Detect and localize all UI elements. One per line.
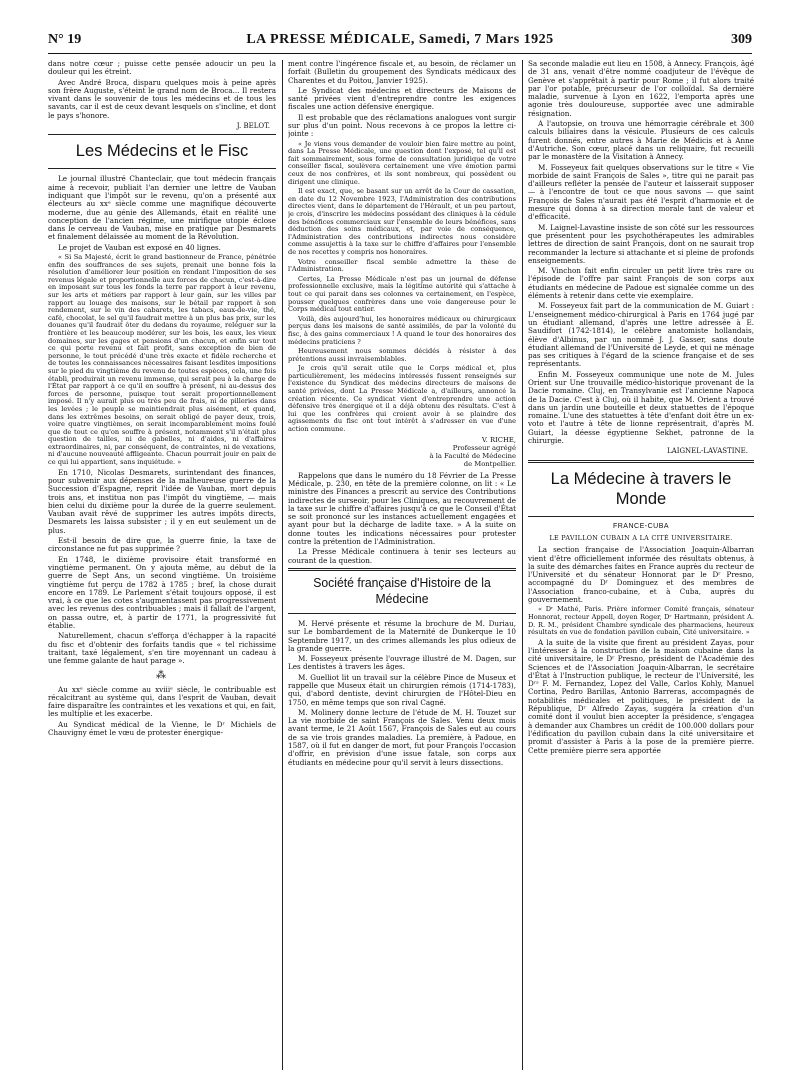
section-subheading: LE PAVILLON CUBAIN A LA CITÉ UNIVERSITAIRE. bbox=[549, 533, 733, 542]
section-ornament: ⁂ bbox=[156, 669, 168, 681]
quotation: Heureusement nous sommes décidés à résister à des prétentions aussi invraisemblables. bbox=[288, 347, 516, 363]
quotation: « Si Sa Majesté, écrit le grand bastionneur de France, pénétrée enfin des souffrances de ses sujets, prenait une bonne fois la résolution d'améliorer leur position en rendant l'imposition de ses revenus légale et proportionnelle aux forces de chacun, c'est-à-dire en imposant sur tous les fonds la terre par rapport à leur revenu, sur les arts et métiers par rapport à leur gain, sur les villes par rapport au louage des maisons, sur le bétail par rapport à son rendement, sur le vin des cabarets, les tabacs, eaux-de-vie, thé, café, chocolat, le sel qu'il faudrait mettre à un plus bas prix, sur les douanes qu'il faudrait ôter du dedans du royaume, reléguer sur la frontière et les beaucoup modérer, sur les bois, les eaux, les vieux domaines, sur les gages et pensions d'un chacun, et enfin sur tout ce qui porte revenu et fait profit, sans exception de bien de personne, le tout précédé d'une très exacte et fidèle recherche et de toutes les connaissances nécessaires faisant lesdites impositions sur le pied du vingtième du revenu de toutes espèces, cela, une fois établi, produirait un revenu immense, qui serait peu à la charge de l'État par rapport à ce qu'il en souffre à présent, ni au-dessus des forces de personne, puisque tout serait proportionnellement imposé. Il n'y aurait plus ou très peu de frais, ni de pilleries dans les levées ; le peuple se maintiendrait plus aisément, et quand, dans les extrêmes besoins, on serait obligé de payer deux, trois, voire quatre vingtièmes, on serait incomparablement moins foulé que de tout ce qu'on souffre à présent, notamment s'il n'était plus question de tailles, ni de gabelles, ni d'aides, ni d'affaires extraordinaires, ni, par conséquent, de contraintes, ni de vexations, ni d'aucune nouveauté affligeante. Chacun pourrait jouir en paix de ce qui lui appartient, sans inquiétude. » bbox=[48, 253, 276, 467]
section-rule bbox=[288, 613, 516, 614]
paragraph: Naturellement, chacun s'efforça d'échapper à la rapacité du fisc et d'obtenir des forfaits tandis que « tel richissime traitant, taxé légalement, s'en tire moyennant un cadeau à une femme galante de haut parage ». bbox=[48, 631, 276, 666]
signature: V. RICHE, bbox=[481, 435, 516, 444]
paragraph: Avec André Broca, disparu quelques mois à peine après son frère Auguste, s'éteint le grand nom de Broca... Il restera vivant dans le souvenir de tous les médecins et de tous les savants, car il est de ceux devant lesquels on s'incline, et dont le pays s'honore. bbox=[48, 77, 276, 120]
signature-title: à la Faculté de Médecine bbox=[429, 451, 516, 460]
quotation: Votre conseiller fiscal semble admettre la thèse de l'Administration. bbox=[288, 257, 516, 274]
quotation: Je crois qu'il serait utile que le Corps médical et, plus particulièrement, les médecins intéressés fussent renseignés sur l'existence du Syndicat des médecins directeurs de maisons de santé privées, dont La Presse Médicale a, d'ailleurs, annoncé la création récente. Ce syndicat vient d'entreprendre une action défensive très énergique et il a déjà obtenu des résultats. C'est à lui que les confrères qui croient avoir à se plaindre des agissements du fisc ont tout intérêt à s'adresser en vue d'une action commune. bbox=[288, 364, 516, 434]
paragraph: Le projet de Vauban est exposé en 40 lignes. bbox=[58, 242, 221, 252]
page-number: 309 bbox=[731, 32, 752, 47]
section-rule bbox=[528, 516, 754, 517]
paragraph: En 1748, le dixième provisoire était transformé en vingtième permanent. On y ajouta même, au début de la guerre de Sept Ans, un second vingtième. Un troisième vingtième fut perçu de 1782 à 1785 ; bref, la chose durait encore en 1789. Le Parlement s'était toujours opposé, il est vrai, à ce que les cotes s'augmentassent pas progressivement avec les revenus des contribuables ; mais il fallait de l'argent, on passa outre, et, à partir de 1771, la progressivité fut établie. bbox=[48, 554, 276, 631]
quotation: « Je viens vous demander de vouloir bien faire mettre au point, dans La Presse Médicale, une question dont l'exposé, tel qu'il est fait sommairement, sous forme de consultation juridique de votre conseiller fiscal, soulèvera certainement une vive émotion parmi ceux de nos confrères, et ils sont nombreux, qui possèdent ou dirigent une clinique. bbox=[288, 139, 516, 186]
paragraph: M. Fosseyeux présente l'ouvrage illustré de M. Dagen, sur Les dentistes à travers les âges. bbox=[288, 654, 516, 672]
column-3 bbox=[528, 60, 754, 1070]
column-rule bbox=[522, 60, 523, 1070]
paragraph: M. Vinchon fait enfin circuler un petit livre très rare ou l'épisode de l'offre par saint François de son corps aux étudiants en médecine de Padoue est signalée comme un des éléments à retenir dans cette vie exemplaire. bbox=[528, 266, 754, 301]
paragraph: A l'autopsie, on trouva une hémorragie cérébrale et 300 calculs biliaires dans la vésicule. Plusieurs de ces calculs furent donnés, entre autres à Marie de Médicis et à Anne d'Autriche. Son cœur, placé dans un reliquaire, fut recueilli par le monastère de la Visitation à Annecy. bbox=[528, 119, 754, 162]
column-2 bbox=[288, 60, 516, 1070]
paragraph: Au xxᵉ siècle comme au xviiiᵉ siècle, le contribuable est récalcitrant au système qui, dans l'esprit de Vauban, devait faire disparaître les contraintes et les vexations et qui, en fait, les multiplie et les exacerbe. bbox=[48, 684, 276, 719]
paragraph: M. Molinery donne lecture de l'étude de M. H. Touzet sur La vie morbide de saint François de Sales. Venu deux mois avant terme, le 21 Août 1567, François de Sales eut au cours de sa vie trois grandes maladies. La première, à Padoue, en 1587, où il fut en danger de mort, fut pour François l'occasion d'offrir, en prévision d'une issue fatale, son corps aux étudiants en médecine pour qu'il servit à leurs dissections. bbox=[288, 707, 516, 767]
issue-number: N° 19 bbox=[48, 32, 82, 47]
quotation: Il est exact, que, se basant sur un arrêt de la Cour de cassation, en date du 12 Novembre 1923, l'Administration des contributions directes vient, dans le département de l'Hérault, et un peu partout, je crois, d'inscrire les médecins possédant des cliniques à la cédule des bénéfices commerciaux sur l'ensemble de leurs bénéfices, sans déduction des soins médicaux, et, par voie de conséquence, l'Administration des contributions indirectes nous considère comme assujettis à la taxe sur le chiffre d'affaires pour l'ensemble de nos recettes y compris nos honoraires. bbox=[288, 187, 516, 256]
column-1 bbox=[48, 60, 276, 1070]
column-rule bbox=[282, 60, 283, 1070]
paragraph: Est-il besoin de dire que, la guerre finie, la taxe de circonstance ne fut pas supprimée ? bbox=[48, 536, 276, 554]
signature-title: Professeur agrégé bbox=[452, 443, 516, 452]
paragraph: La section française de l'Association Joaquin-Albarran vient d'être officiellement informée des résultats obtenus, à la suite des démarches faites en France auprès du recteur de l'Université et du sénateur Honnorat par le Dʳ Presno, accompagné du Dʳ Dominguez et des membres de l'Association franco-cubaine, et à Cuba, auprès du gouvernement. bbox=[528, 545, 754, 605]
paragraph: Enfin M. Fosseyeux communique une note de M. Jules Orient sur Une trouvaille médico-historique provenant de la Dacie romaine. Cluj, en Transylvanie est l'ancienne Napoca de la Dacie. C'est à Cluj, où il habite, que M. Orient a trouvé dans un jardin une bouteille et deux statuettes de l'époque romaine. L'une des statuettes à tête d'enfant doit être un ex-voto et l'autre à tête de lionne représentrait, d'après M. Guiart, la déesse égyptienne Sekhet, patronne de la chirurgie. bbox=[528, 369, 754, 446]
paragraph: En 1710, Nicolas Desmarets, surintendant des finances, pour subvenir aux dépenses de la malheureuse guerre de la Succession d'Espagne, reprit l'idée de Vauban, mort depuis trois ans, et institua non pas l'impôt du vingtième, — mais bien celui du dixième pour la durée de la guerre seulement. Vauban avait rêvé de supprimer les autres impôts directs, Desmarets les laissa subsister ; il y en eut seulement un de plus. bbox=[48, 467, 276, 535]
quotation: Voilà, dès aujourd'hui, les honoraires médicaux ou chirurgicaux perçus dans les maisons de santé assimilés, de par la volonté du fisc, à des gains commerciaux ! A quand le tour des honoraires des médecins praticiens ? bbox=[288, 314, 516, 346]
paragraph: A la suite de la visite que firent au président Zayas, pour l'intéresser à la construction de la maison cubaine dans la cité universitaire, le Dʳ Presno, président de l'Académie des Sciences et de l'Association Joaquin-Albarran, le secrétaire d'État à l'Instruction publique, le recteur de l'Université, les Dʳˢ F. M. Fernandez, Lopez del Valle, Carlos Kohly, Manuel Cortina, Pedro Barillas, Antonio Barreras, accompagnés de notabilités médicales et politiques, le président de la République, Dʳ Alfredo Zayas, suggéra la création d'un comité dont il voulut bien accepter la présidence, s'engagea à demander aux Chambres un crédit de 100.000 dollars pour l'édification du pavillon cubain dans la cité universitaire et promit d'assister à Paris à la pose de la première pierre. Cette première pierre sera apportée bbox=[528, 637, 754, 755]
paragraph: Au Syndicat médical de la Vienne, le Dʳ Michiels de Chauvigny émet le vœu de protester énergique- bbox=[48, 719, 276, 737]
section-rule bbox=[528, 460, 754, 463]
publication-title: LA PRESSE MÉDICALE, Samedi, 7 Mars 1925 bbox=[246, 32, 554, 47]
paragraph: Le Syndicat des médecins et directeurs de Maisons de santé privées vient d'entreprendre contre les exigences fiscales une action défensive énergique. bbox=[288, 85, 516, 112]
paragraph: M. Guelliot lit un travail sur la célèbre Pince de Museux et rappelle que Museux était un chirurgien rémois (1714-1783), qui, d'abord dentiste, devint chirurgien de l'Hôtel-Dieu en 1750, en même temps que son rival Cagné. bbox=[288, 672, 516, 707]
paragraph: ment contre l'ingérence fiscale et, au besoin, de réclamer un forfait (Bulletin du groupement des Syndicats médicaux des Charentes et du Poitou, Janvier 1925). bbox=[288, 60, 516, 85]
paragraph: M. Fosseyeux fait part de la communication de M. Guiart : L'enseignement médico-chirurgical à Paris en 1764 jugé par un étudiant allemand, d'après une lettre adressée à E. Saudifort (1742-1814), le célèbre anatomiste hollandais, élève d'Albinus, par un nommé J. J. Gasser, sans doute étudiant allemand de l'Université de Leyde, et qui ne ménage pas ses critiques à l'égard de la science française et de ses représentants. bbox=[528, 301, 754, 369]
section-rule bbox=[288, 568, 516, 571]
header-rule bbox=[48, 53, 752, 54]
paragraph: Rappelons que dans le numéro du 18 Février de La Presse Médicale, p. 230, en tête de la première colonne, on lit : « Le ministre des Finances a prescrit au service des Contributions indirectes de surseoir, pour les Cliniques, au recouvrement de la taxe sur le chiffre d'affaires jusqu'à ce que le Conseil d'État se soit prononcé sur les instances actuellement engagées et ayant pour but la décharge de ladite taxe. » A la suite on donne toutes les indications nécessaires pour protester contre la prétention de l'Administration. bbox=[288, 470, 516, 547]
quotation: Certes, La Presse Médicale n'est pas un journal de défense professionnelle exclusive, mais la légitime autorité qui s'attache à tout ce qui parait dans ses colonnes va certainement, en l'espèce, pousser quelques confrères dans une voie dangereuse pour le Corps médical tout entier. bbox=[288, 274, 516, 314]
paragraph: M. Hervé présente et résume la brochure de M. Duriau, sur Le bombardement de la Maternité de Dunkerque le 10 Septembre 1917, un des crimes allemands les plus odieux de la grande guerre. bbox=[288, 618, 516, 653]
article-title: La Médecine à travers le Monde bbox=[550, 469, 732, 508]
paragraph: Il est probable que des réclamations analogues vont surgir sur plus d'un point. Nous recevons à ce propos la lettre ci-jointe : bbox=[288, 112, 516, 139]
paragraph: Sa seconde maladie eut lieu en 1508, à Annecy. François, âgé de 31 ans, venait d'être nommé coadjuteur de l'évêque de Genève et s'apprêtait à partir pour Rome ; il fut alors traité par l'or potable, précurseur de l'or colloïdal. Sa dernière maladie, survenue à Lyon en 1622, l'emporta après une agonie très douloureuse, supportée avec une admirable résignation. bbox=[528, 60, 754, 118]
paragraph: M. Fosseyeux fait quelques observations sur le titre « Vie morbide de saint François de Sales », titre qui ne parait pas d'ailleurs refléter la pensée de l'auteur et laisserait supposer — à l'encontre de tout ce que nous savons — que saint François de Sales n'aurait pas été l'esprit d'harmonie et de mesure qui donna à sa direction morale tant de valeur et d'efficacité. bbox=[528, 162, 754, 222]
quotation: « Dʳ Mathé, Paris. Prière informer Comité français, sénateur Honnorat, recteur Appell, doyen Roger, Dʳ Hartmann, président A. D. R. M., président Chambre syndicale des pharmaciens, heureux résultats en vue de fondation pavillon cubain, Cité universitaire. » bbox=[528, 605, 754, 637]
paragraph: dans notre cœur ; puisse cette pensée adoucir un peu la douleur qui les étreint. bbox=[48, 60, 276, 77]
section-heading: FRANCE-CUBA bbox=[612, 522, 670, 530]
signature: J. BELOT. bbox=[236, 122, 270, 131]
signature-title: de Montpellier. bbox=[463, 459, 516, 468]
paragraph: Le journal illustré Chanteclair, que tout médecin français aime à recevoir, publiait l'an dernier une lettre de Vauban indiquant que l'impôt sur le revenu, qu'on a présenté aux électeurs au xxᵉ siècle comme une magnifique découverte moderne, due au génie des Allemands, était en réalité une conception de l'ancien régime, une mirifique utopie éclose dans le cerveau de Vauban, mise en pratique par Desmarets et finalement délaissée au moment de la Révolution. bbox=[48, 174, 276, 242]
article-title: Société française d'Histoire de la Médecine bbox=[313, 574, 491, 606]
article-title: Les Médecins et le Fisc bbox=[75, 142, 249, 161]
paragraph: M. Laignel-Lavastine insiste de son côté sur les ressources que présentent pour les psychothérapeutes les admirables lettres de direction de saint François, dont on ne saurait trop recommander la lecture si attachante et si pleine de profonds enseignements. bbox=[528, 222, 754, 265]
signature: LAIGNEL-LAVASTINE. bbox=[667, 447, 748, 456]
section-rule bbox=[48, 134, 276, 135]
paragraph: La Presse Médicale continuera à tenir ses lecteurs au courant de la question. bbox=[288, 547, 516, 565]
section-rule bbox=[48, 168, 276, 169]
